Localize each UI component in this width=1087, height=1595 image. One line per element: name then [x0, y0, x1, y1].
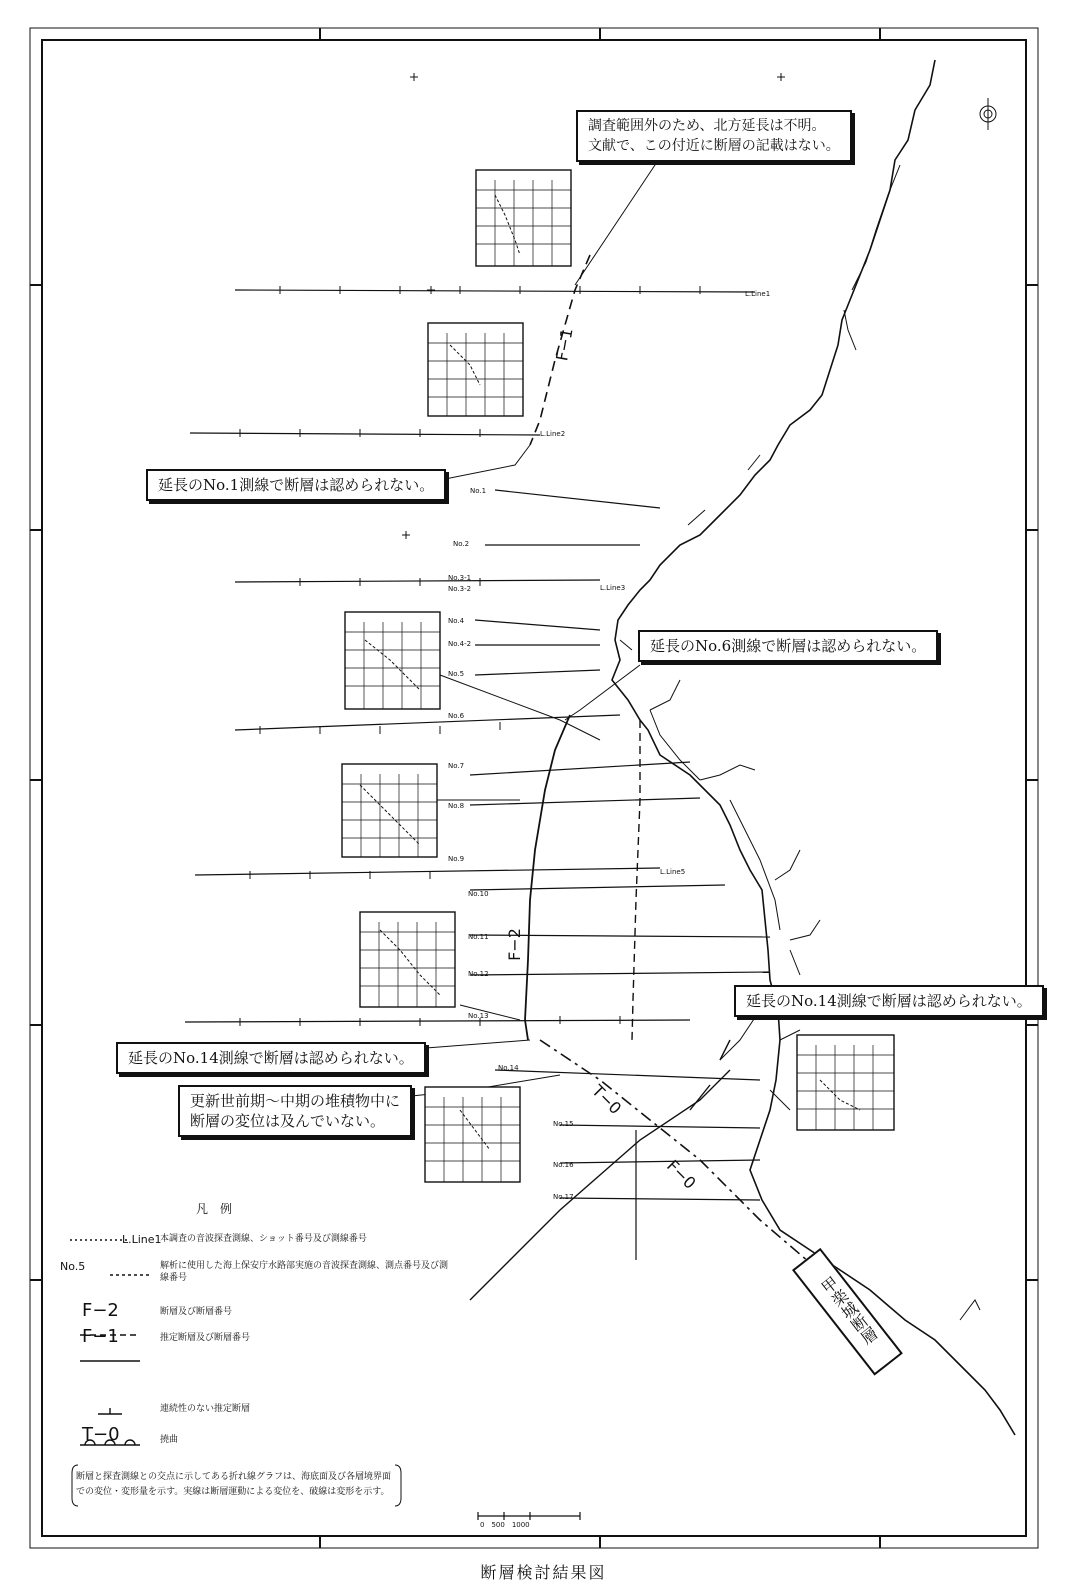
- legend-sym-coastguard: No.5: [60, 1260, 86, 1273]
- callout-no14-right: 延長のNo.14測線で断層は認められない。: [734, 985, 1044, 1017]
- line-label-no11: No.11: [468, 933, 489, 941]
- figure-caption: 断層検討結果図: [480, 1563, 607, 1582]
- fault-label-t0: T−0: [588, 1080, 626, 1119]
- fault-short: [690, 1040, 730, 1110]
- graph-insets: [342, 170, 894, 1182]
- line-label-no13: No.13: [468, 1012, 489, 1020]
- line-label-no5: No.5: [448, 670, 465, 678]
- line-label-no4: No.4: [448, 617, 465, 625]
- callout-no14-left: 延長のNo.14測線で断層は認められない。: [116, 1042, 426, 1074]
- callout-lines: [392, 665, 760, 1098]
- legend-text-fold: 撓曲: [160, 1435, 179, 1445]
- fault-f2: [525, 715, 570, 1040]
- line-label-no42: No.4-2: [448, 640, 472, 648]
- legend-sym-fault: F−2: [82, 1300, 119, 1321]
- legend-sym-inferred: F−1: [82, 1326, 119, 1347]
- line-label-no2: No.2: [453, 540, 470, 548]
- grid-crosses: [402, 73, 785, 1122]
- scale-bar: [478, 1512, 580, 1520]
- fault-f2-dashed: [632, 720, 640, 1040]
- legend-text-discontinuous: 連続性のない推定断層: [160, 1404, 251, 1414]
- legend-sym-survey: L.Line1: [122, 1233, 162, 1246]
- line-label-no6: No.6: [448, 712, 465, 720]
- scale-label: 0 500 1000: [480, 1521, 530, 1529]
- legend-text-coastguard: 解析に使用した海上保安庁水路部実施の音波探査測線、測点番号及び測線番号: [160, 1261, 449, 1283]
- line-label-no7: No.7: [448, 762, 465, 770]
- fault-label-f2: F−2: [504, 928, 524, 961]
- fault-label-kouraku: 甲楽城断層: [792, 1248, 903, 1376]
- line-label-no3b: No.3-2: [448, 585, 472, 593]
- line-label-no14: No.14: [498, 1064, 519, 1072]
- line-label-no16: No.16: [553, 1161, 574, 1169]
- fault-f0: [540, 1040, 830, 1280]
- north-arrow: [980, 98, 996, 130]
- line-label-l2: L.Line2: [540, 430, 566, 438]
- line-label-no8: No.8: [448, 802, 465, 810]
- fault-label-f0: F−0: [663, 1156, 700, 1193]
- callout-pleistocene: 更新世前期〜中期の堆積物中に 断層の変位は及んでいない。: [178, 1085, 412, 1137]
- line-label-no9: No.9: [448, 855, 465, 863]
- line-label-no1: No.1: [470, 487, 487, 495]
- line-label-no10: No.10: [468, 890, 489, 898]
- fault-label-f1: F−1: [552, 326, 577, 363]
- line-label-l1: L.Line1: [745, 290, 771, 298]
- line-label-no17: No.17: [553, 1193, 574, 1201]
- callout-no1: 延長のNo.1測線で断層は認められない。: [146, 469, 446, 501]
- line-label-no12: No.12: [468, 970, 489, 978]
- legend-text-survey: 本調査の音波探査測線、ショット番号及び測線番号: [160, 1234, 367, 1244]
- callout-north-extent: 調査範囲外のため、北方延長は不明。 文献で、この付近に断層の記載はない。: [576, 110, 852, 162]
- legend-title: 凡 例: [196, 1202, 233, 1216]
- legend-text-fault: 断層及び断層番号: [160, 1307, 233, 1317]
- line-label-l5: L.Line5: [660, 868, 686, 876]
- callout-no6: 延長のNo.6測線で断層は認められない。: [638, 630, 938, 662]
- legend-sym-fold: T−0: [82, 1424, 120, 1445]
- callout-line-north: [575, 150, 665, 285]
- legend-text-inferred: 推定断層及び断層番号: [160, 1333, 251, 1343]
- legend-note: 断層と探査測線との交点に示してある折れ線グラフは、海底面及び各層境界面での変位・変形量を示す。実線は断層運動による変位を、破線は変形を示す。: [76, 1472, 392, 1497]
- line-label-no15: No.15: [553, 1120, 574, 1128]
- coastline: [612, 60, 1015, 1435]
- line-label-l3: L.Line3: [600, 584, 626, 592]
- line-label-no3: No.3-1: [448, 574, 472, 582]
